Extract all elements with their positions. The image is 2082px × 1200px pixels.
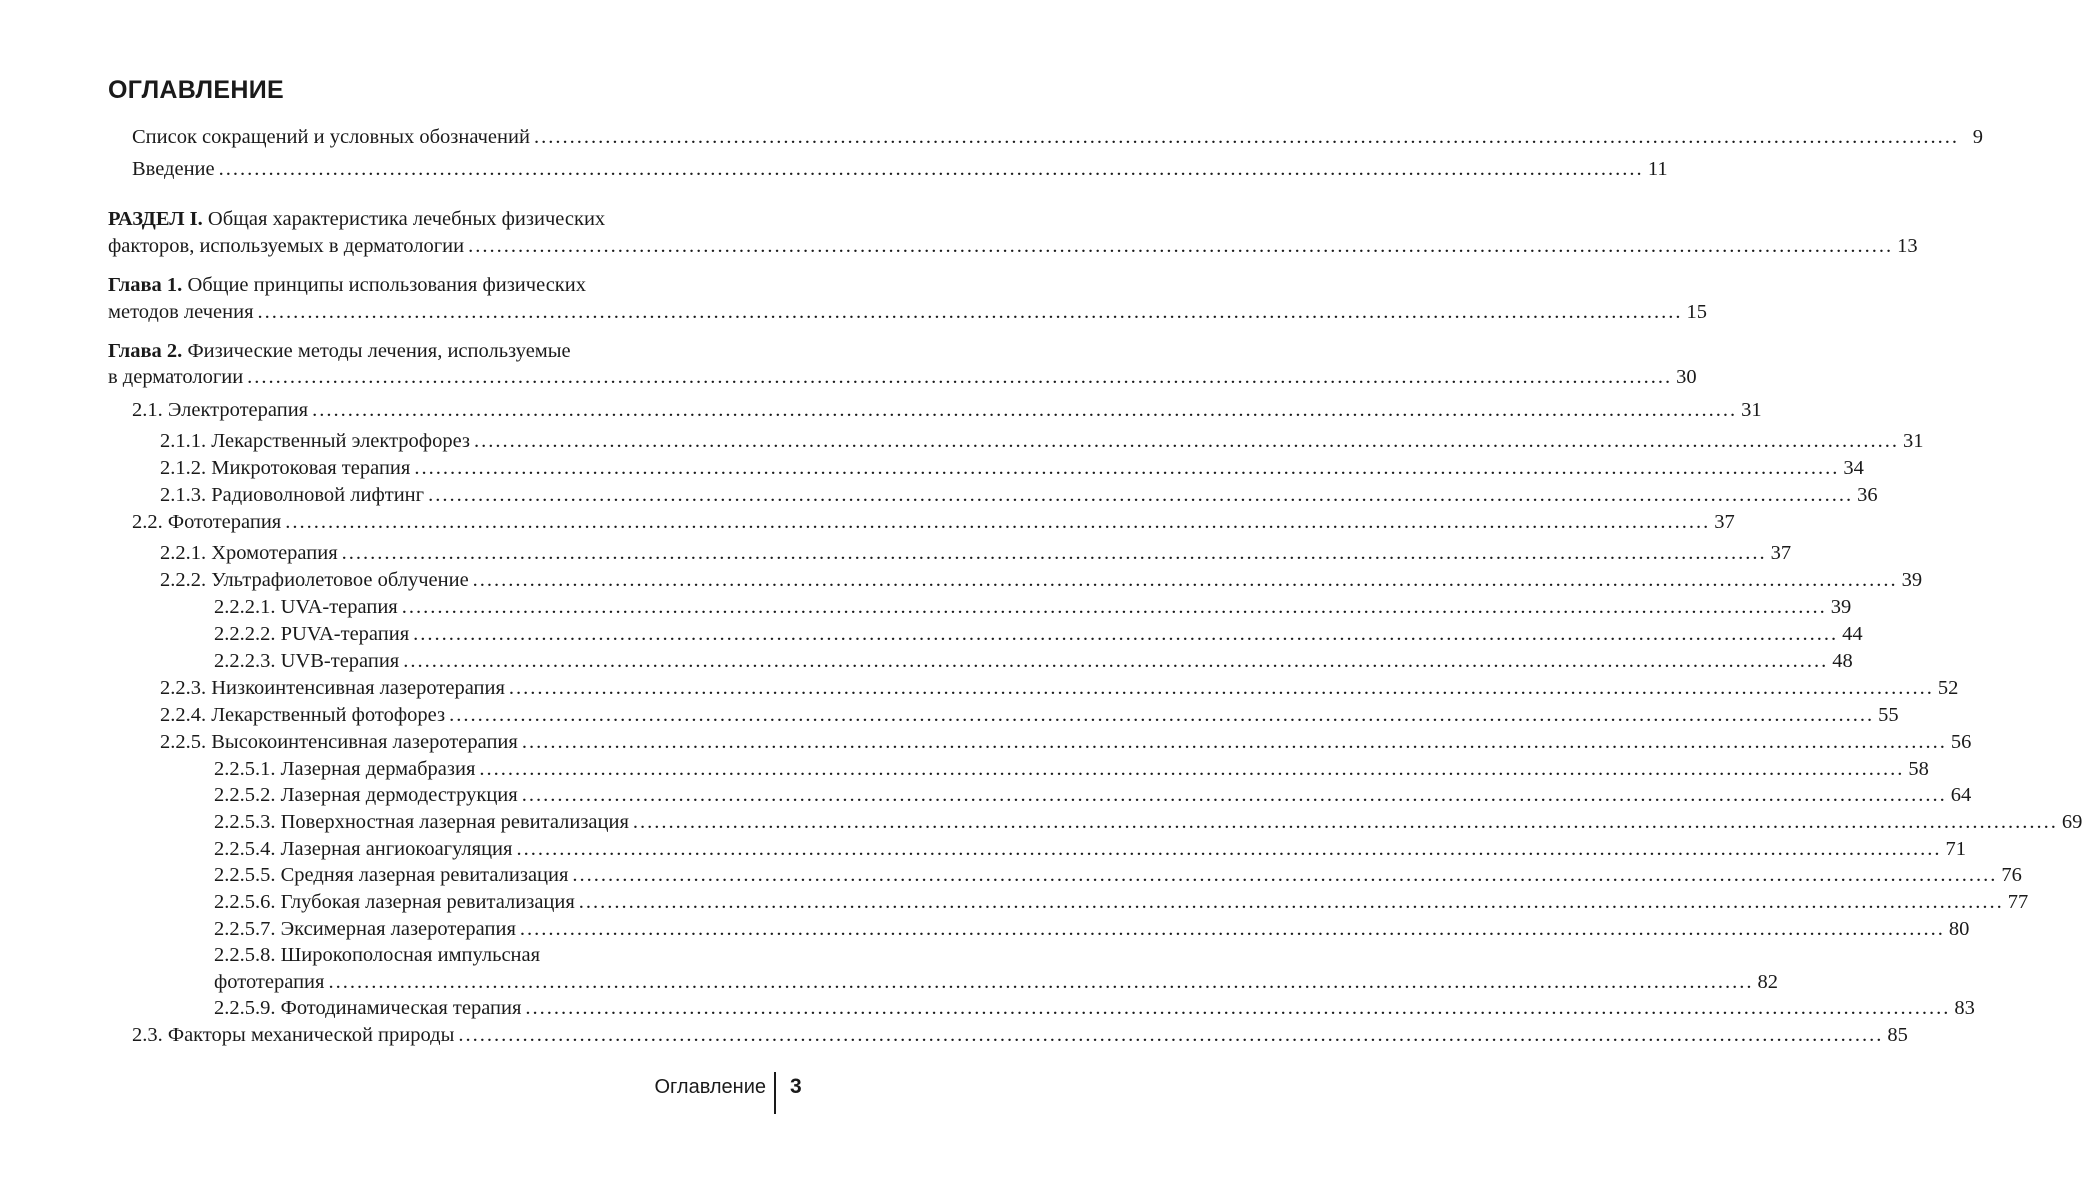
dot-leader: ........................................................................................................................................................................................................: [341, 542, 1767, 564]
toc-entry-2-1-1[interactable]: [108, 428, 1924, 455]
toc-page-number: 69: [2061, 811, 2082, 833]
toc-entry-introduction[interactable]: [108, 156, 1668, 183]
toc-page-number: 44: [1842, 623, 1863, 645]
toc-entry-title: методов лечения: [108, 301, 254, 323]
toc-page-number: 52: [1937, 677, 1959, 699]
toc-entry-abbreviations[interactable]: [108, 124, 1983, 151]
dot-leader: ........................................................................................................................................................................................................: [403, 650, 1829, 672]
toc-entry-chapter-2-line1[interactable]: [108, 338, 778, 365]
dot-leader: ........................................................................................................................................................................................................: [578, 891, 2004, 913]
toc-page-number: 31: [1903, 430, 1924, 452]
toc-entry-title: 2.2.5.1. Лазерная дермабразия: [214, 758, 476, 780]
toc-entry-2-1-3[interactable]: [108, 482, 1878, 509]
toc-entry-title: 2.2.5.7. Эксимерная лазеротерапия: [214, 918, 516, 940]
page-footer: [0, 1072, 900, 1116]
toc-entry-2-2-5-8[interactable]: [108, 969, 1778, 996]
toc-page-number: 39: [1901, 569, 1923, 591]
toc-page-number: 85: [1887, 1024, 1908, 1046]
dot-leader: ........................................................................................................................................................................................................: [533, 126, 1959, 148]
toc-page-number: 77: [2007, 891, 2029, 913]
toc-page-number: 31: [1741, 399, 1762, 421]
toc-entry-title: Физические методы лечения, используемые: [182, 340, 571, 362]
toc-entry-prefix: РАЗДЕЛ I.: [108, 208, 203, 230]
toc-page-number: 36: [1857, 484, 1878, 506]
toc-entry-2-2[interactable]: [108, 509, 1735, 536]
toc-page-number: 34: [1843, 457, 1864, 479]
toc-entry-2-2-5-7[interactable]: [108, 916, 1970, 943]
toc-entry-title: 2.2. Фототерапия: [132, 511, 282, 533]
toc-entry-2-2-5-3[interactable]: [108, 809, 2082, 836]
toc-page-number: 11: [1647, 158, 1668, 180]
toc-entry-title: 2.2.1. Хромотерапия: [160, 542, 338, 564]
dot-leader: ........................................................................................................................................................................................................: [479, 758, 1905, 780]
dot-leader: ........................................................................................................................................................................................................: [218, 158, 1644, 180]
toc-entry-chapter-1[interactable]: [108, 299, 1708, 326]
toc-entry-title: 2.1. Электротерапия: [132, 399, 309, 421]
toc-entry-section-1[interactable]: [108, 233, 1918, 260]
toc-entry-title: 2.2.5.8. Широкополосная импульсная: [214, 944, 541, 966]
toc-entry-2-1[interactable]: [108, 397, 1762, 424]
toc-entry-2-2-2-1[interactable]: [108, 594, 1852, 621]
toc-page-number: 30: [1676, 366, 1697, 388]
toc-entry-title: Введение: [132, 158, 215, 180]
toc-entry-title: 2.2.5.2. Лазерная дермодеструкция: [214, 784, 518, 806]
toc-entry-title: 2.2.2.3. UVB-терапия: [214, 650, 400, 672]
toc-page-number: 39: [1830, 596, 1852, 618]
toc-entry-title: 2.2.3. Низкоинтенсивная лазеротерапия: [160, 677, 505, 699]
toc-entry-2-2-5-1[interactable]: [108, 756, 1929, 783]
toc-entry-2-2-5-9[interactable]: [108, 995, 1975, 1022]
toc-entry-title: в дерматологии: [108, 366, 244, 388]
toc-entry-2-2-4[interactable]: [108, 702, 1899, 729]
toc-page-number: 71: [1945, 838, 1966, 860]
footer-divider: [774, 1072, 776, 1114]
toc-entry-title: Общие принципы использования физических: [182, 274, 586, 296]
toc-entry-title: 2.2.5.6. Глубокая лазерная ревитализация: [214, 891, 575, 913]
dot-leader: ........................................................................................................................................................................................................: [328, 971, 1754, 993]
toc-entry-2-1-2[interactable]: [108, 455, 1864, 482]
toc-page-number: 9: [1972, 126, 1983, 148]
dot-leader: ........................................................................................................................................................................................................: [525, 997, 1951, 1019]
toc-entry-chapter-1-line1[interactable]: [108, 272, 778, 299]
dot-leader: ........................................................................................................................................................................................................: [285, 511, 1711, 533]
toc-entry-2-2-5[interactable]: [108, 729, 1972, 756]
dot-leader: ........................................................................................................................................................................................................: [521, 731, 1947, 753]
table-of-contents: [108, 0, 2082, 1200]
toc-entry-section-1-line1[interactable]: [108, 206, 778, 233]
toc-entry-title: 2.2.5.5. Средняя лазерная ревитализация: [214, 864, 569, 886]
toc-page-number: 56: [1950, 731, 1972, 753]
toc-entry-title: 2.1.1. Лекарственный электрофорез: [160, 430, 471, 452]
toc-entry-title: Список сокращений и условных обозначений: [132, 126, 530, 148]
toc-entry-2-2-1[interactable]: [108, 540, 1792, 567]
dot-leader: ........................................................................................................................................................................................................: [257, 301, 1683, 323]
toc-entry-chapter-2[interactable]: [108, 364, 1697, 391]
toc-entry-2-2-5-2[interactable]: [108, 782, 1972, 809]
dot-leader: ........................................................................................................................................................................................................: [414, 457, 1840, 479]
toc-entry-title: фототерапия: [214, 971, 325, 993]
toc-page-number: 83: [1954, 997, 1975, 1019]
toc-entry-2-2-2[interactable]: [108, 567, 1923, 594]
toc-entry-2-2-5-6[interactable]: [108, 889, 2029, 916]
dot-leader: ........................................................................................................................................................................................................: [468, 235, 1894, 257]
dot-leader: ........................................................................................................................................................................................................: [312, 399, 1738, 421]
running-footer-label: Оглавление: [654, 1076, 766, 1098]
toc-page-number: 37: [1714, 511, 1735, 533]
toc-page-number: 64: [1950, 784, 1972, 806]
dot-leader: ........................................................................................................................................................................................................: [247, 366, 1673, 388]
toc-page-number: 55: [1878, 704, 1899, 726]
toc-entry-title: 2.2.2.1. UVA-терапия: [214, 596, 398, 618]
dot-leader: ........................................................................................................................................................................................................: [508, 677, 1934, 699]
toc-page-number: 37: [1770, 542, 1792, 564]
page-title: ОГЛАВЛЕНИЕ: [108, 76, 284, 104]
toc-page-number: 48: [1832, 650, 1853, 672]
dot-leader: ........................................................................................................................................................................................................: [449, 704, 1875, 726]
toc-entry-title: 2.3. Факторы механической природы: [132, 1024, 455, 1046]
dot-leader: ........................................................................................................................................................................................................: [572, 864, 1998, 886]
toc-entry-title: факторов, используемых в дерматологии: [108, 235, 465, 257]
toc-entry-title: 2.2.5. Высокоинтенсивная лазеротерапия: [160, 731, 518, 753]
dot-leader: ........................................................................................................................................................................................................: [472, 569, 1898, 591]
toc-entry-prefix: Глава 1.: [108, 274, 183, 296]
toc-entry-2-2-2-2[interactable]: [108, 621, 1863, 648]
toc-entry-title: 2.2.5.4. Лазерная ангиокоагуляция: [214, 838, 513, 860]
toc-entry-2-2-5-4[interactable]: [108, 836, 1966, 863]
dot-leader: ........................................................................................................................................................................................................: [516, 838, 1942, 860]
toc-entry-prefix: Глава 2.: [108, 340, 183, 362]
toc-entry-2-3[interactable]: [108, 1022, 1908, 1049]
dot-leader: ........................................................................................................................................................................................................: [632, 811, 2058, 833]
toc-entry-title: 2.2.5.3. Поверхностная лазерная ревитализация: [214, 811, 629, 833]
toc-page-number: 76: [2001, 864, 2022, 886]
dot-leader: ........................................................................................................................................................................................................: [401, 596, 1827, 618]
toc-entry-title: Общая характеристика лечебных физических: [202, 208, 606, 230]
toc-entry-title: 2.2.4. Лекарственный фотофорез: [160, 704, 446, 726]
dot-leader: ........................................................................................................................................................................................................: [474, 430, 1900, 452]
toc-entry-2-2-5-5[interactable]: [108, 862, 2022, 889]
toc-entry-title: 2.1.2. Микротоковая терапия: [160, 457, 411, 479]
toc-entry-2-2-5-8-line1[interactable]: [108, 942, 778, 969]
dot-leader: ........................................................................................................................................................................................................: [413, 623, 1839, 645]
page-number: 3: [790, 1075, 802, 1098]
toc-page-number: 13: [1897, 235, 1918, 257]
toc-page-number: 80: [1948, 918, 1970, 940]
toc-entry-title: 2.1.3. Радиоволновой лифтинг: [160, 484, 425, 506]
toc-page-number: 15: [1686, 301, 1708, 323]
toc-entry-2-2-2-3[interactable]: [108, 648, 1853, 675]
dot-leader: ........................................................................................................................................................................................................: [519, 918, 1945, 940]
toc-entry-title: 2.2.5.9. Фотодинамическая терапия: [214, 997, 522, 1019]
toc-entry-2-2-3[interactable]: [108, 675, 1959, 702]
dot-leader: ........................................................................................................................................................................................................: [458, 1024, 1884, 1046]
toc-entry-title: 2.2.2. Ультрафиолетовое облучение: [160, 569, 469, 591]
dot-leader: ........................................................................................................................................................................................................: [428, 484, 1854, 506]
dot-leader: ........................................................................................................................................................................................................: [521, 784, 1947, 806]
toc-page-number: 82: [1757, 971, 1778, 993]
toc-page-number: 58: [1908, 758, 1929, 780]
toc-entry-title: 2.2.2.2. PUVA-терапия: [214, 623, 410, 645]
